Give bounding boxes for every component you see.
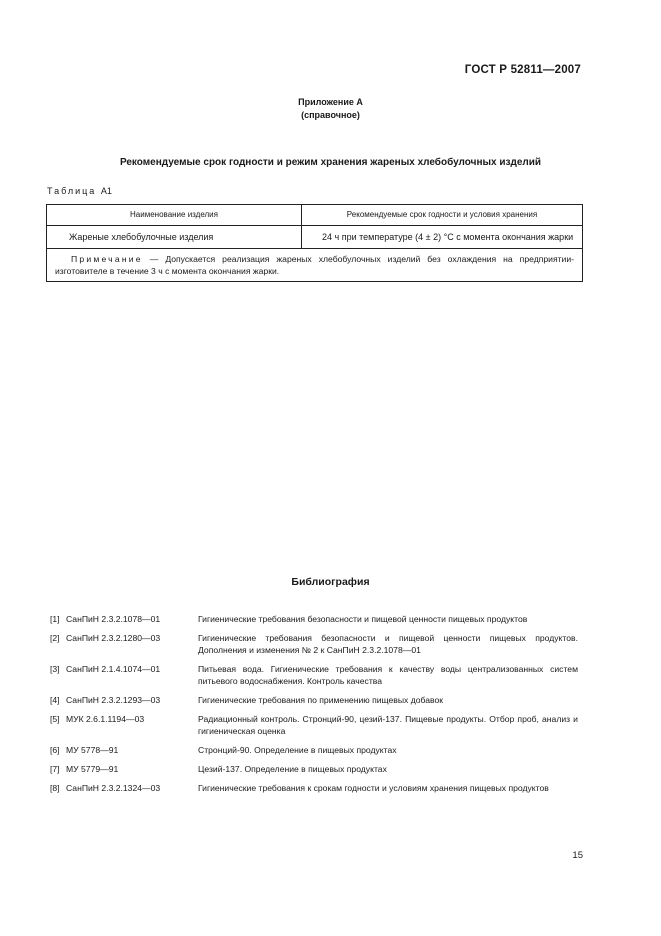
document-code: ГОСТ Р 52811—2007 bbox=[464, 64, 581, 76]
bib-number: [4] bbox=[50, 695, 60, 705]
bibliography-item bbox=[50, 632, 578, 656]
bib-description: Гигиенические требования к срокам годности и условиям хранения пищевых продуктов bbox=[198, 783, 549, 793]
table-note-row bbox=[47, 249, 583, 282]
bib-number: [8] bbox=[50, 783, 60, 793]
appendix-title: Приложение А bbox=[298, 97, 363, 107]
table-label bbox=[47, 186, 112, 196]
bibliography-item bbox=[50, 663, 578, 687]
bib-reference: МУ 5779—91 bbox=[66, 764, 119, 774]
bib-number: [6] bbox=[50, 745, 60, 755]
bibliography-item bbox=[50, 763, 578, 775]
table-label-word: Таблица bbox=[47, 186, 97, 196]
bib-number: [2] bbox=[50, 633, 60, 643]
bib-number: [7] bbox=[50, 764, 60, 774]
bibliography-title: Библиография bbox=[291, 576, 370, 588]
appendix-subtitle: (справочное) bbox=[301, 110, 360, 120]
bib-reference: СанПиН 2.1.4.1074—01 bbox=[66, 664, 161, 674]
bibliography-item bbox=[50, 694, 578, 706]
bib-description: Радиационный контроль. Стронций-90, цезий-137. Пищевые продукты. Отбор проб, анализ и гигиеническая оценка bbox=[198, 714, 578, 736]
table-header-row bbox=[47, 205, 583, 226]
bib-description: Цезий-137. Определение в пищевых продуктах bbox=[198, 764, 387, 774]
bib-reference: СанПиН 2.3.2.1078—01 bbox=[66, 614, 161, 624]
main-title: Рекомендуемые срок годности и режим хранения жареных хлебобулочных изделий bbox=[119, 157, 542, 168]
bib-description: Гигиенические требования безопасности и пищевой ценности пищевых продуктов bbox=[198, 614, 528, 624]
bib-description: Гигиенические требования по применению пищевых добавок bbox=[198, 695, 444, 705]
bibliography-item bbox=[50, 744, 578, 756]
bib-description: Питьевая вода. Гигиенические требования к качеству воды централизованных систем питьевого водоснабжения. Контроль качества bbox=[198, 664, 578, 686]
table-header-name: Наименование изделия bbox=[47, 205, 302, 226]
table-label-number: А1 bbox=[100, 186, 112, 196]
bibliography-list bbox=[50, 613, 578, 801]
table-row bbox=[47, 226, 583, 249]
bib-description: Стронций-90. Определение в пищевых продуктах bbox=[198, 745, 397, 755]
bib-reference: СанПиН 2.3.2.1293—03 bbox=[66, 695, 161, 705]
bib-number: [5] bbox=[50, 714, 60, 724]
note-label: Примечание bbox=[71, 254, 143, 264]
bib-reference: СанПиН 2.3.2.1324—03 bbox=[66, 783, 161, 793]
bib-number: [1] bbox=[50, 614, 60, 624]
bibliography-item bbox=[50, 713, 578, 737]
bibliography-item bbox=[50, 782, 578, 794]
table-cell-name: Жареные хлебобулочные изделия bbox=[47, 226, 302, 249]
bib-description: Гигиенические требования безопасности и пищевой ценности пищевых продуктов. Дополнения и изменения № 2 к СанПиН 2.3.2.1078—01 bbox=[198, 633, 578, 655]
appendix-heading bbox=[0, 96, 661, 122]
bib-number: [3] bbox=[50, 664, 60, 674]
bib-reference: СанПиН 2.3.2.1280—03 bbox=[66, 633, 161, 643]
table-cell-conditions: 24 ч при температуре (4 ± 2) °С с момента окончания жарки bbox=[302, 226, 583, 249]
bibliography-item bbox=[50, 613, 578, 625]
note-text: — Допускается реализация жареных хлебобулочных изделий без охлаждения на предприятии-изготовителе в течение 3 ч с момента окончания жарки. bbox=[55, 254, 574, 276]
bib-reference: МУК 2.6.1.1194—03 bbox=[66, 714, 145, 724]
table-header-conditions: Рекомендуемые срок годности и условия хранения bbox=[302, 205, 583, 226]
table-note bbox=[47, 249, 583, 282]
storage-table bbox=[46, 204, 583, 282]
page-number: 15 bbox=[572, 850, 583, 861]
bib-reference: МУ 5778—91 bbox=[66, 745, 119, 755]
